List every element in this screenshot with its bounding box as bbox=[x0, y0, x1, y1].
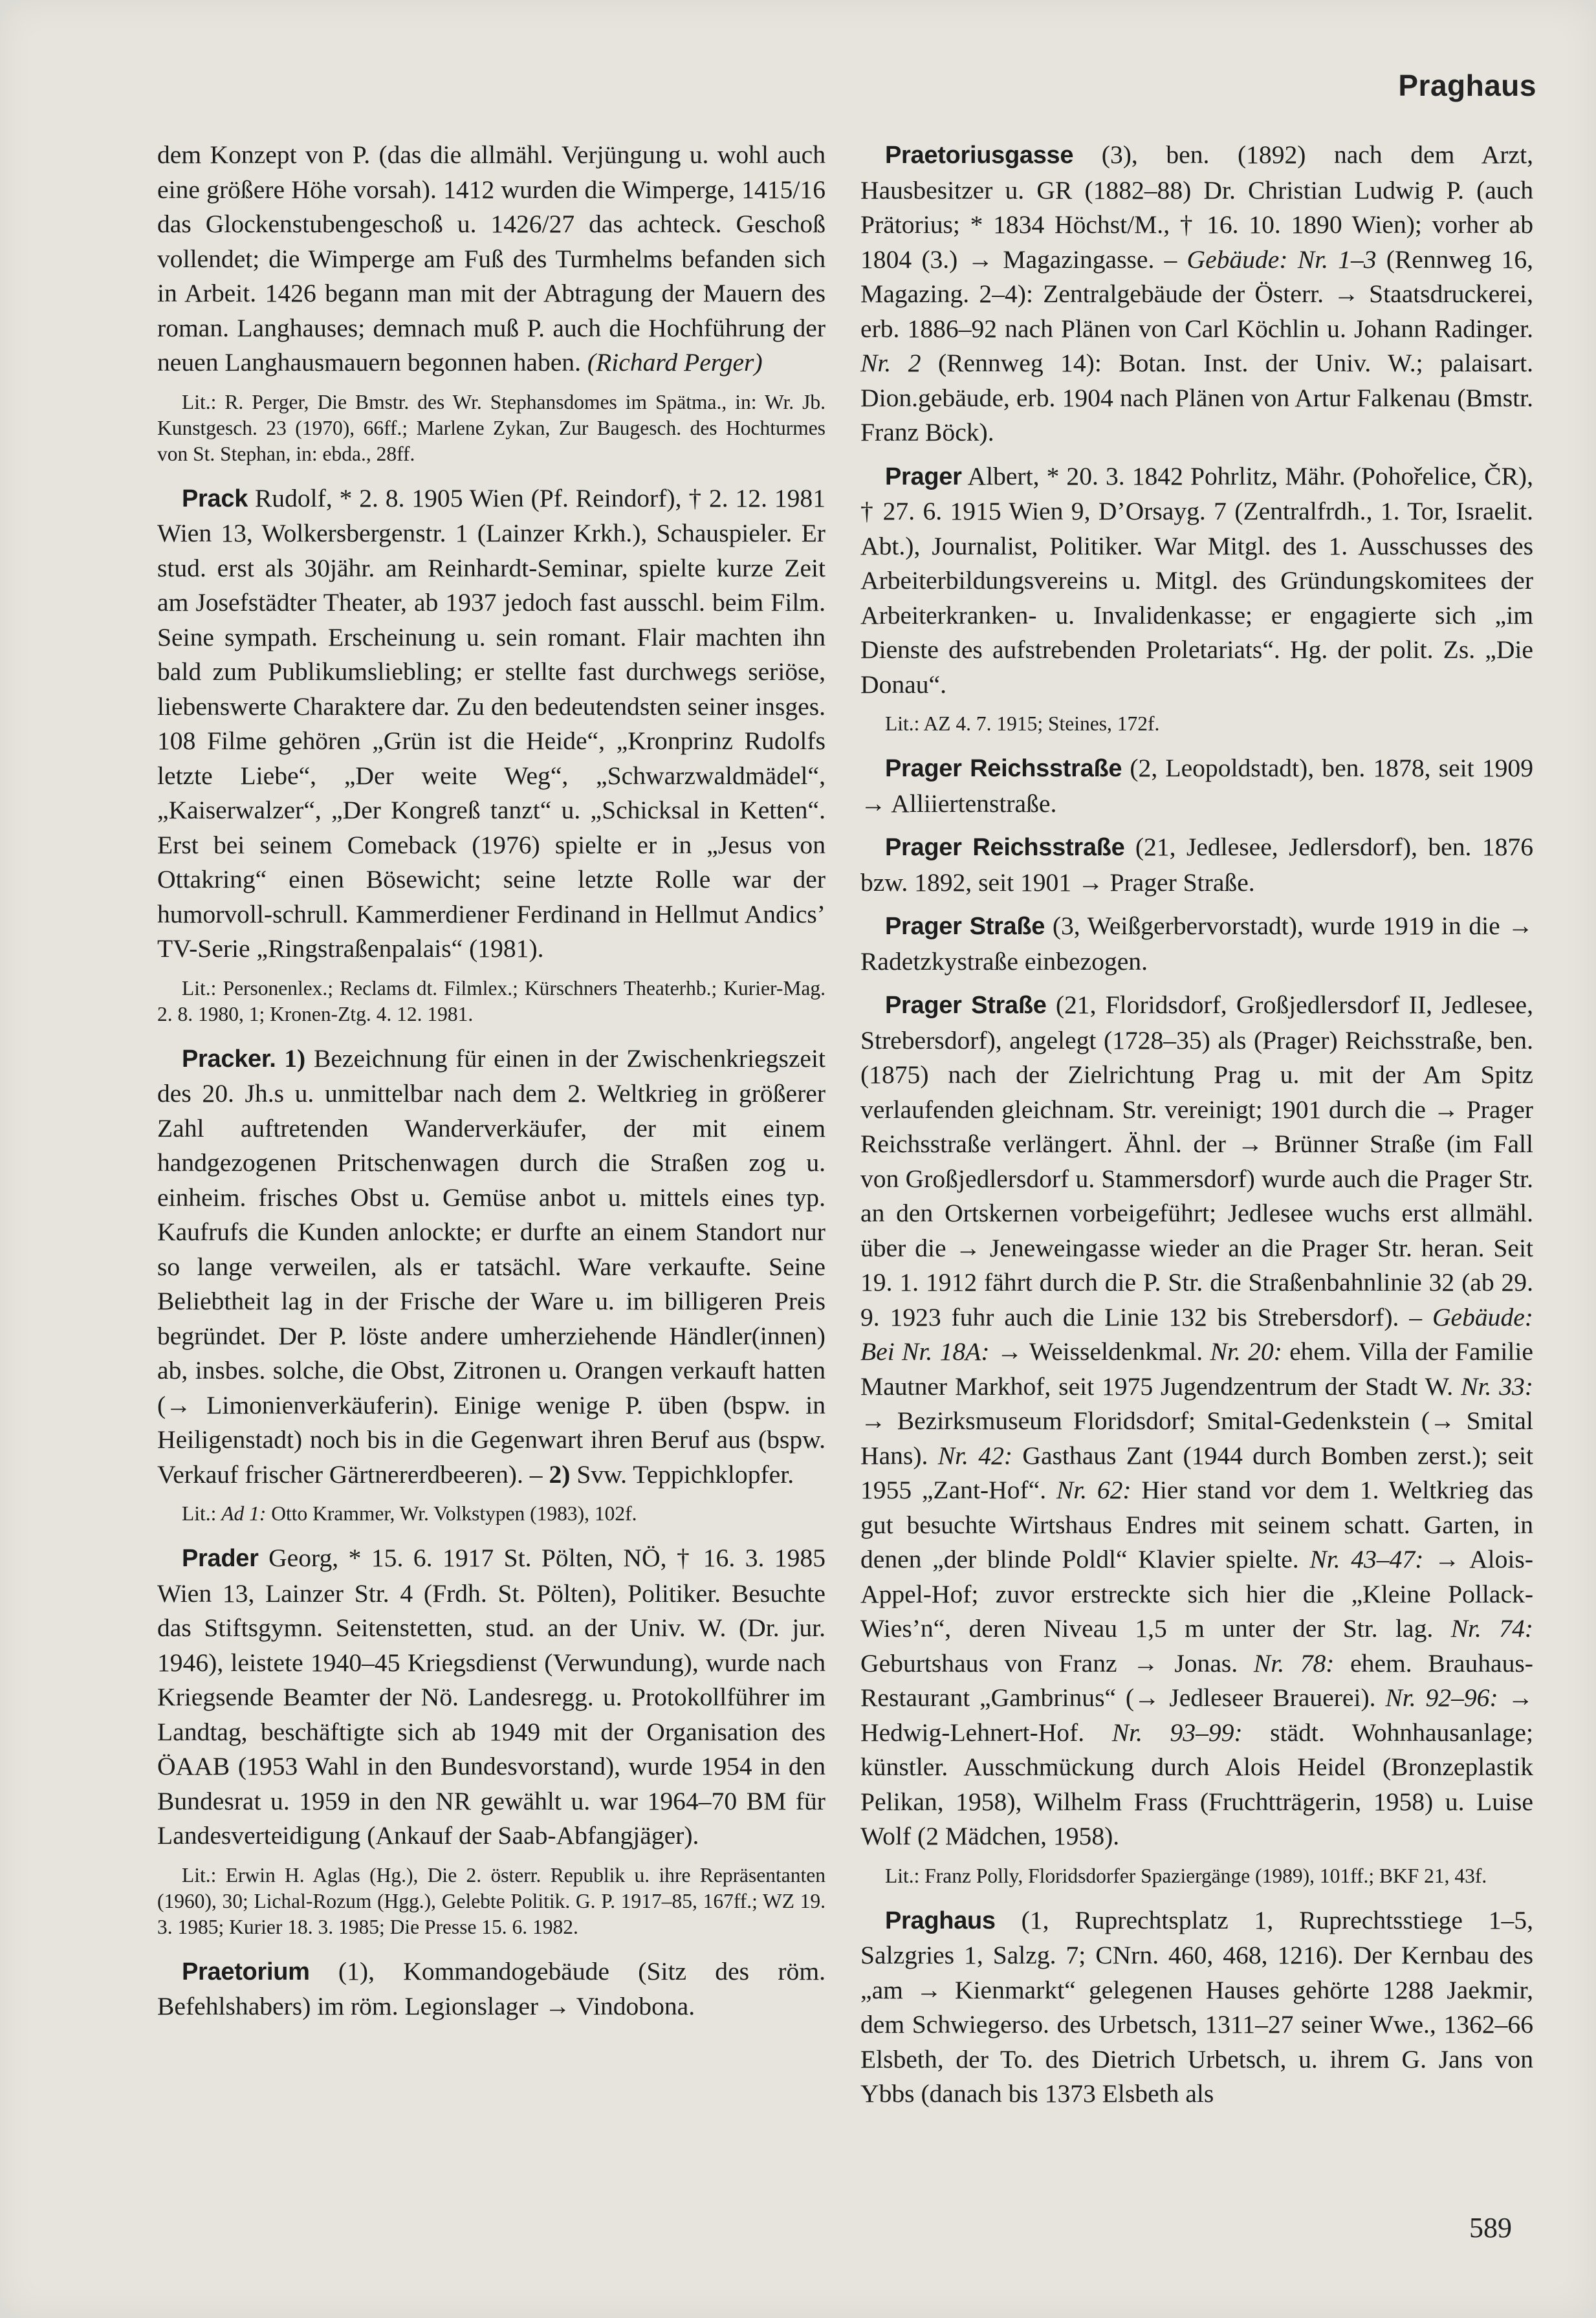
entry-text: (Rennweg 14): Botan. Inst. der Univ. W.; palaisart. Dion.gebäude, erb. 1904 nach Plänen von Artur Falkenau (Bmstr. Franz Böck). bbox=[860, 349, 1533, 446]
entry-text: Geburtshaus von Franz → Jonas. bbox=[860, 1648, 1238, 1678]
literature-note: Lit.: Personenlex.; Reclams dt. Filmlex.; Kürschners Theaterhb.; Kurier-Mag. 2. 8. 1980, 1; Kronen-Ztg. 4. 12. 1981. bbox=[157, 976, 825, 1025]
page-number: 589 bbox=[1469, 2212, 1512, 2244]
entry-text: (21, Jedlesee, Jedlersdorf), ben. 1876 bzw. 1892, seit 1901 → Prager Straße. bbox=[860, 833, 1533, 897]
entry-text: ehem. Villa der Familie Mautner Markhof, seit 1975 Jugendzentrum der Stadt W. bbox=[860, 1337, 1533, 1401]
entry-prack bbox=[157, 481, 825, 967]
section-label: Nr. 20: bbox=[1210, 1337, 1282, 1366]
entry-prager-strasse-3 bbox=[860, 909, 1533, 979]
literature-note: Lit.: R. Perger, Die Bmstr. des Wr. Stephansdomes im Spätma., in: Wr. Jb. Kunstgesch. 23 (1970), 66ff.; Marlene Zykan, Zur Baugesch. des Hochturmes von St. Stephan, in: ebda., 28ff. bbox=[157, 390, 825, 465]
entry-text: ehem. Brauhaus-Restaurant „Gambrinus“ (→ Jedleseer Brauerei). bbox=[860, 1648, 1533, 1712]
headword: Prager Straße bbox=[885, 992, 1047, 1019]
literature-note: Lit.: AZ 4. 7. 1915; Steines, 172f. bbox=[885, 712, 1160, 735]
sense-number: 1) bbox=[284, 1044, 306, 1073]
entry-text: Gasthaus Zant (1944 durch Bomben zerst.); seit 1955 „Zant-Hof“. bbox=[860, 1441, 1533, 1504]
section-label: Nr. 74: bbox=[1450, 1614, 1533, 1643]
entry-text: städt. Wohnhausanlage; künstler. Ausschmückung durch Alois Heidel (Bronzeplastik Pelikan, 1958), Wilhelm Frass (Fruchtträgerin, 1958) u. Luise Wolf (2 Mädchen, 1958). bbox=[860, 1718, 1533, 1850]
entry-prager bbox=[860, 459, 1533, 703]
headword: Prack bbox=[182, 485, 248, 512]
entry-praghaus bbox=[860, 1903, 1533, 2112]
running-head: Praghaus bbox=[1398, 69, 1536, 102]
literature-note: Lit.: Franz Polly, Floridsdorfer Spaziergänge (1989), 101ff.; BKF 21, 43f. bbox=[885, 1864, 1487, 1887]
headword: Praetoriusgasse bbox=[885, 142, 1074, 169]
section-label: Gebäude: Nr. 1–3 bbox=[1186, 245, 1377, 274]
section-label: Nr. 93–99: bbox=[1111, 1718, 1243, 1747]
headword: Prader bbox=[182, 1545, 259, 1572]
section-label: Nr. 62: bbox=[1056, 1476, 1131, 1504]
literature-note: Lit.: Erwin H. Aglas (Hg.), Die 2. österr. Republik u. ihre Repräsentanten (1960), 30; Lichal-Rozum (Hgg.), Gelebte Politik. G. P. 1917–85, 167ff.; WZ 19. 3. 1985; Kurier 18. 3. 1985; Die Presse 15. 6. 1982. bbox=[157, 1863, 825, 1938]
entry-text: dem Konzept von P. (das die allmähl. Verjüngung u. wohl auch eine größere Höhe vorsah). 1412 wurden die Wimperge, 1415/16 das Glockenstubengeschoß u. 1426/27 das achteck. Geschoß vollendet; die Wimperge am Fuß des Turmhelms befanden sich in Arbeit. 1426 begann man mit der Abtragung der Mauern des roman. Langhauses; demnach muß P. auch die Hochführung der neuen Langhausmauern begonnen haben. bbox=[157, 140, 825, 377]
entry-text: (1, Ruprechtsplatz 1, Ruprechtsstiege 1–5, Salzgries 1, Salzg. 7; CNrn. 460, 468, 1216). Der Kernbau des „am → Kienmarkt“ gelegenen Hauses gehörte 1288 Jaekmir, dem Schwiegerso. des Urbetsch, 1311–27 seiner Wwe., 1362–66 Elsbeth, der To. des Dietrich Urbetsch, u. ihrem G. Jans von Ybbs (danach bis 1373 Elsbeth als bbox=[860, 1905, 1533, 2108]
section-label: Nr. 33: bbox=[1461, 1372, 1533, 1401]
entry-prager-reichsstrasse-2 bbox=[860, 751, 1533, 821]
entry-text: (21, Floridsdorf, Großjedlersdorf II, Jedlesee, Strebersdorf), angelegt (1728–35) als (Prager) Reichsstraße, ben. (1875) nach der Zielrichtung Prag u. mit der Am Spitz verlaufenden gleichnam. Str. vereinigt; 1901 durch die → Prager Reichsstraße verlängert. Ähnl. der → Brünner Straße (im Fall von Großjedlersdorf u. Stammersdorf) wurde auch die Prager Str. an den Ortskernen vorbeigeführt; Jedlesee wuchs erst allmähl. über die → Jeneweingasse wieder an die Prager Str. heran. Seit 19. 1. 1912 fährt durch die P. Str. die Straßenbahnlinie 32 (ab 29. 9. 1923 fuhr auch die Linie 132 bis Strebersdorf). – bbox=[860, 990, 1533, 1331]
entry-text: Rudolf, * 2. 8. 1905 Wien (Pf. Reindorf), † 2. 12. 1981 Wien 13, Wolkersbergenstr. 1 (Lainzer Krkh.), Schauspieler. Er stud. erst als 30jähr. am Reinhardt-Seminar, spielte kurze Zeit am Josefstädter Theater, ab 1937 jedoch fast ausschl. beim Film. Seine sympath. Erscheinung u. sein romant. Flair machten ihn bald zum Publikumsliebling; er stellte fast durchwegs seriöse, liebenswerte Charaktere dar. Zu den bedeutendsten seiner insges. 108 Filme gehören „Grün ist die Heide“, „Kronprinz Rudolfs letzte Liebe“, „Der weite Weg“, „Schwarzwaldmädel“, „Kaiserwalzer“, „Der Kongreß tanzt“ u. „Schicksal in Ketten“. Erst bei seinem Comeback (1976) spielte er in „Jesus von Ottakring“ einen Bösewicht; seine letzte Rolle war der humorvoll-schrull. Kammerdiener Ferdinand in Hellmut Andics’ TV-Serie „Ringstraßenpalais“ (1981). bbox=[157, 483, 825, 963]
entry-text: (2, Leopoldstadt), ben. 1878, seit 1909 → Alliiertenstraße. bbox=[860, 754, 1533, 818]
entry-prader bbox=[157, 1541, 825, 1853]
entry-text: (3, Weißgerbervorstadt), wurde 1919 in die → Radetzkystraße einbezogen. bbox=[860, 912, 1534, 976]
entry-text: → Weisseldenkmal. bbox=[996, 1337, 1203, 1366]
entry-prager-reichsstrasse-21 bbox=[860, 830, 1533, 900]
lit-text: Otto Krammer, Wr. Volkstypen (1983), 102f. bbox=[271, 1502, 637, 1525]
entry-pracker bbox=[157, 1042, 825, 1492]
headword: Prager Reichsstraße bbox=[885, 834, 1125, 861]
entry-praetorium bbox=[157, 1954, 825, 2024]
entry-text: → Alois-Appel-Hof; zuvor erstreckte sich hier die „Kleine Pollack-Wies’n“, deren Niveau 1,5 m unter der Str. lag. bbox=[860, 1545, 1534, 1643]
entry-praetoriusgasse bbox=[860, 138, 1533, 450]
headword: Prager Reichsstraße bbox=[885, 755, 1122, 782]
headword: Prager Straße bbox=[885, 913, 1045, 940]
entry-text: Hier stand vor dem 1. Weltkrieg das gut besuchte Wirtshaus Endres mit seinem schatt. Garten, in denen „der blinde Poldl“ Klavier spielte. bbox=[860, 1476, 1533, 1573]
entry-author: (Richard Perger) bbox=[587, 348, 763, 377]
entry-text: Bezeichnung für einen in der Zwischenkriegszeit des 20. Jh.s u. unmittelbar nach dem 2. Weltkrieg in größerer Zahl auftretenden Wanderverkäufer, der mit einem handgezogenen Pritschenwagen durch die Straßen zog u. einheim. frisches Obst u. Gemüse anbot u. mittels eines typ. Kaufrufs die Kunden anlockte; er durfte an einem Standort nur so lange verweilen, als er tatsächl. Ware verkaufte. Seine Beliebtheit lag in der Frische der Ware u. im billigeren Preis begründet. Der P. löste andere umherziehende Händler(innen) ab, insbes. solche, die Obst, Zitronen u. Orangen verkauft hatten (→ Limonienverkäuferin). Einige wenige P. üben (bspw. in Heiligenstadt) noch bis in die Gegenwart ihren Beruf aus (bspw. Verkauf frischer Gärtnererdbeeren). – bbox=[157, 1044, 825, 1489]
section-label: Nr. 92–96: bbox=[1385, 1683, 1498, 1712]
sense-number: 2) bbox=[549, 1460, 571, 1489]
entry-text: → Bezirksmuseum Floridsdorf; Smital-Gedenkstein (→ Smital Hans). bbox=[860, 1406, 1533, 1470]
headword: Praetorium bbox=[182, 1958, 310, 1985]
headword: Prager bbox=[885, 463, 962, 490]
lit-prefix: Lit.: bbox=[182, 1502, 217, 1525]
section-label: Nr. 2 bbox=[860, 349, 921, 377]
entry-text: (1), Kommandogebäude (Sitz des röm. Befehlshabers) im röm. Legionslager → Vindobona. bbox=[157, 1956, 825, 2020]
entry-continuation bbox=[157, 138, 825, 380]
section-label: Gebäude: Bei Nr. 18A: bbox=[860, 1302, 1533, 1366]
section-label: Nr. 78: bbox=[1253, 1648, 1335, 1678]
lit-ref: Ad 1: bbox=[221, 1502, 267, 1525]
entry-text: (3), ben. (1892) nach dem Arzt, Hausbesitzer u. GR (1882–88) Dr. Christian Ludwig P. (auch Prätorius; * 1834 Höchst/M., † 16. 10. 1890 Wien); vorher ab 1804 (3.) → Magazingasse. – bbox=[860, 140, 1533, 274]
entry-text: → Hedwig-Lehnert-Hof. bbox=[860, 1683, 1534, 1747]
literature-note bbox=[157, 1501, 825, 1527]
left-column bbox=[157, 138, 825, 2033]
entry-prager-strasse-21 bbox=[860, 988, 1533, 1854]
entry-text: Svw. Teppichklopfer. bbox=[576, 1460, 794, 1489]
section-label: Nr. 43–47: bbox=[1309, 1545, 1424, 1573]
entry-text: (Rennweg 16, Magazing. 2–4): Zentralgebäude der Österr. → Staatsdruckerei, erb. 1886–92 nach Plänen von Carl Köchlin u. Johann Radinger. bbox=[860, 245, 1534, 343]
section-label: Nr. 42: bbox=[937, 1441, 1013, 1470]
right-column bbox=[860, 138, 1533, 2121]
entry-text: Georg, * 15. 6. 1917 St. Pölten, NÖ, † 16. 3. 1985 Wien 13, Lainzer Str. 4 (Frdh. St. Pölten), Politiker. Besuchte das Stiftsgymn. Seitenstetten, stud. an der Univ. W. (Dr. jur. 1946), leistete 1940–45 Kriegsdienst (Verwundung), wurde nach Kriegsende Beamter der Nö. Landesregg. u. Protokollführer im Landtag, beschäftigte sich ab 1949 mit der Organisation des ÖAAB (1953 Wahl in den Bundesvorstand), wurde 1954 in den Bundesrat u. 1959 in den NR gewählt u. war 1964–70 BM für Landesverteidigung (Ankauf der Saab-Abfangjäger). bbox=[157, 1544, 825, 1850]
headword: Pracker. bbox=[182, 1045, 276, 1073]
entry-text: Albert, * 20. 3. 1842 Pohrlitz, Mähr. (Pohořelice, ČR), † 27. 6. 1915 Wien 9, D’Orsayg. 7 (Zentralfrdh., 1. Tor, Israelit. Abt.), Journalist, Politiker. War Mitgl. des 1. Ausschusses des Arbeiterbildungsvereins u. Mitgl. des Gründungskomitees der Arbeiterkranken- u. Invalidenkasse; er engagierte sich „im Dienste des aufstrebenden Proletariats“. Hg. der polit. Zs. „Die Donau“. bbox=[860, 461, 1533, 699]
headword: Praghaus bbox=[885, 1907, 996, 1934]
